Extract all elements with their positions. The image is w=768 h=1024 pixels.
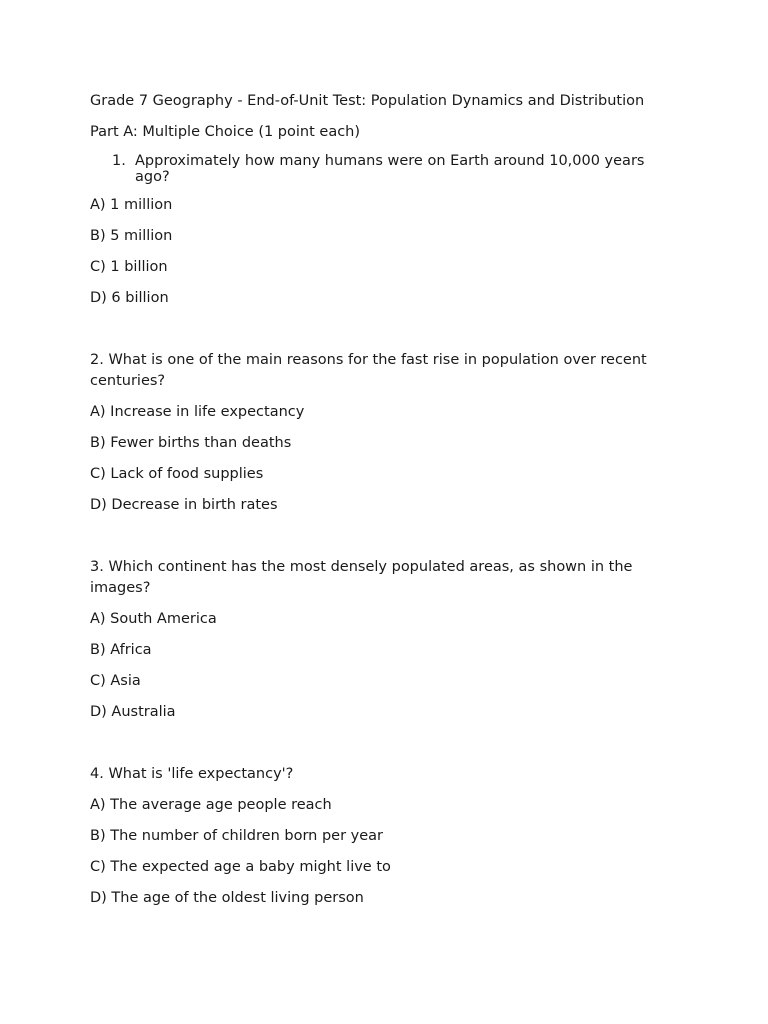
answer-option: D) Australia: [90, 704, 176, 720]
answer-option: D) The age of the oldest living person: [90, 890, 364, 906]
question-4: 4. What is 'life expectancy'?: [90, 766, 294, 782]
section-heading: Part A: Multiple Choice (1 point each): [90, 124, 361, 140]
question-1: [112, 153, 680, 185]
answer-option: B) The number of children born per year: [90, 828, 383, 844]
question-number: 1.: [112, 153, 126, 169]
answer-option: C) Asia: [90, 673, 141, 689]
answer-option: D) Decrease in birth rates: [90, 497, 278, 513]
answer-option: C) The expected age a baby might live to: [90, 859, 391, 875]
test-title: Grade 7 Geography - End-of-Unit Test: Population Dynamics and Distribution: [90, 93, 645, 109]
question-2: 2. What is one of the main reasons for the fast rise in population over recent centuries?: [90, 352, 647, 389]
spacer: [90, 733, 680, 764]
answer-option: C) 1 billion: [90, 259, 168, 275]
spacer: [90, 526, 680, 557]
answer-option: B) 5 million: [90, 228, 173, 244]
question-text: Approximately how many humans were on Earth around 10,000 years ago?: [135, 153, 645, 185]
answer-option: A) Increase in life expectancy: [90, 404, 305, 420]
question-3: 3. Which continent has the most densely populated areas, as shown in the images?: [90, 559, 633, 596]
answer-option: B) Fewer births than deaths: [90, 435, 292, 451]
answer-option: B) Africa: [90, 642, 152, 658]
answer-option: A) The average age people reach: [90, 797, 332, 813]
document-body: [90, 91, 680, 919]
answer-option: A) 1 million: [90, 197, 173, 213]
spacer: [90, 319, 680, 350]
answer-option: C) Lack of food supplies: [90, 466, 264, 482]
answer-option: A) South America: [90, 611, 217, 627]
answer-option: D) 6 billion: [90, 290, 169, 306]
